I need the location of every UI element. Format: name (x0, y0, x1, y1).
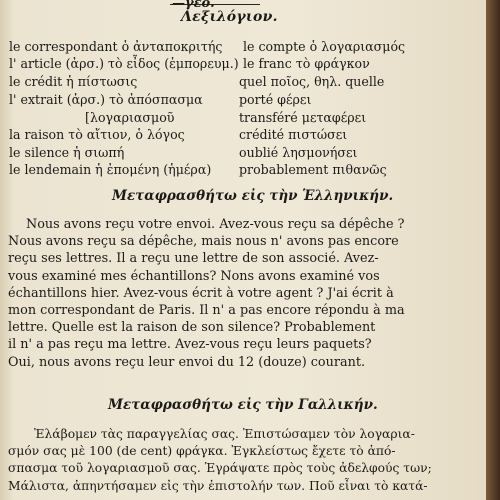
glossary-left-entry: le lendemain ἡ ἐπομένη (ἡμέρα) (9, 162, 212, 177)
glossary-right-entry: crédité πιστώσει (239, 127, 348, 142)
glossary-left-entry: le silence ἡ σιωπή (9, 145, 125, 160)
exercise-line: il n' a pas reçu ma lettre. Avez-vous reçu leurs paquets? (8, 337, 372, 353)
glossary-left-entry: [λογαριασμοῦ (9, 110, 175, 125)
exercise-line: Μάλιστα, ἀπηντήσαμεν εἰς τὴν ἐπιστολήν των. Ποῦ εἶναι τὸ κατά- (8, 478, 428, 493)
glossary-right-entry: porté φέρει (239, 92, 312, 107)
glossary-left-entry: l' article (ἀρσ.) τὸ εἶδος (ἐμπορευμ.) (9, 56, 239, 71)
exercise-line: échantillons hier. Avez-vous écrit à votre agent ? J'ai écrit à (8, 285, 394, 301)
glossary-right-entry: quel ποῖος, θηλ. quelle (239, 74, 385, 89)
exercise-line: Ἐλάβομεν τὰς παραγγελίας σας. Ἐπιστώσαμεν τὸν λογαρια- (34, 427, 415, 441)
section-heading-greek: Μεταφρασθήτω εἰς τὴν Ἑλληνικήν. (112, 188, 394, 204)
exercise-line: mon correspondant de Paris. Il n' a pas encore répondu à ma (8, 302, 405, 318)
glossary-right-entry: le compte ὁ λογαριασμός (243, 39, 406, 54)
glossary-right-entry: oublié λησμονήσει (239, 145, 358, 160)
glossary-right-entry: probablement πιθανῶς (239, 162, 387, 177)
exercise-line: Nous avons reçu votre envoi. Avez-vous reçu sa dépêche ? (26, 217, 405, 232)
glossary-left-entry: l' extrait (ἀρσ.) τὸ ἀπόσπασμα (9, 92, 203, 107)
glossary-right-entry: le franc τὸ φράγκον (243, 56, 370, 71)
page-header-fragment: —γεο. (172, 0, 215, 11)
glossary-left-entry: la raison τὸ αἴτιον, ὁ λόγος (9, 127, 185, 142)
greek-exercise-paragraph (8, 426, 462, 495)
glossary-left-entry: le correspondant ὁ ἀνταποκριτής (9, 39, 223, 54)
exercise-line: reçu ses lettres. Il a reçu une lettre de son associé. Avez- (8, 251, 379, 267)
book-spine-edge (486, 0, 500, 500)
french-exercise-paragraph (8, 216, 462, 371)
exercise-line: lettre. Quelle est la raison de son silence? Probablement (8, 320, 376, 336)
glossary-right-entry: transféré μεταφέρει (239, 110, 367, 125)
exercise-line: σπασμα τοῦ λογαριασμοῦ σας. Ἐγράψατε πρὸς τοὺς ἀδελφούς των; (8, 461, 432, 476)
exercise-line: vous examiné mes échantillons? Nons avons examiné vos (8, 268, 380, 284)
exercise-line: σμόν σας μὲ 100 (de cent) φράγκα. Ἐγκλείστως ἔχετε τὸ ἀπό- (8, 444, 396, 459)
glossary-left-entry: le crédit ἡ πίστωσις (9, 74, 138, 89)
exercise-line: Nous avons reçu sa dépêche, mais nous n' avons pas encore (8, 234, 399, 250)
section-heading-french: Μεταφρασθήτω εἰς τὴν Γαλλικήν. (108, 397, 378, 413)
glossary-title: Λεξιλόγιον. (181, 9, 278, 25)
exercise-line: Oui, nous avons reçu leur envoi du 12 (douze) courant. (8, 354, 366, 370)
